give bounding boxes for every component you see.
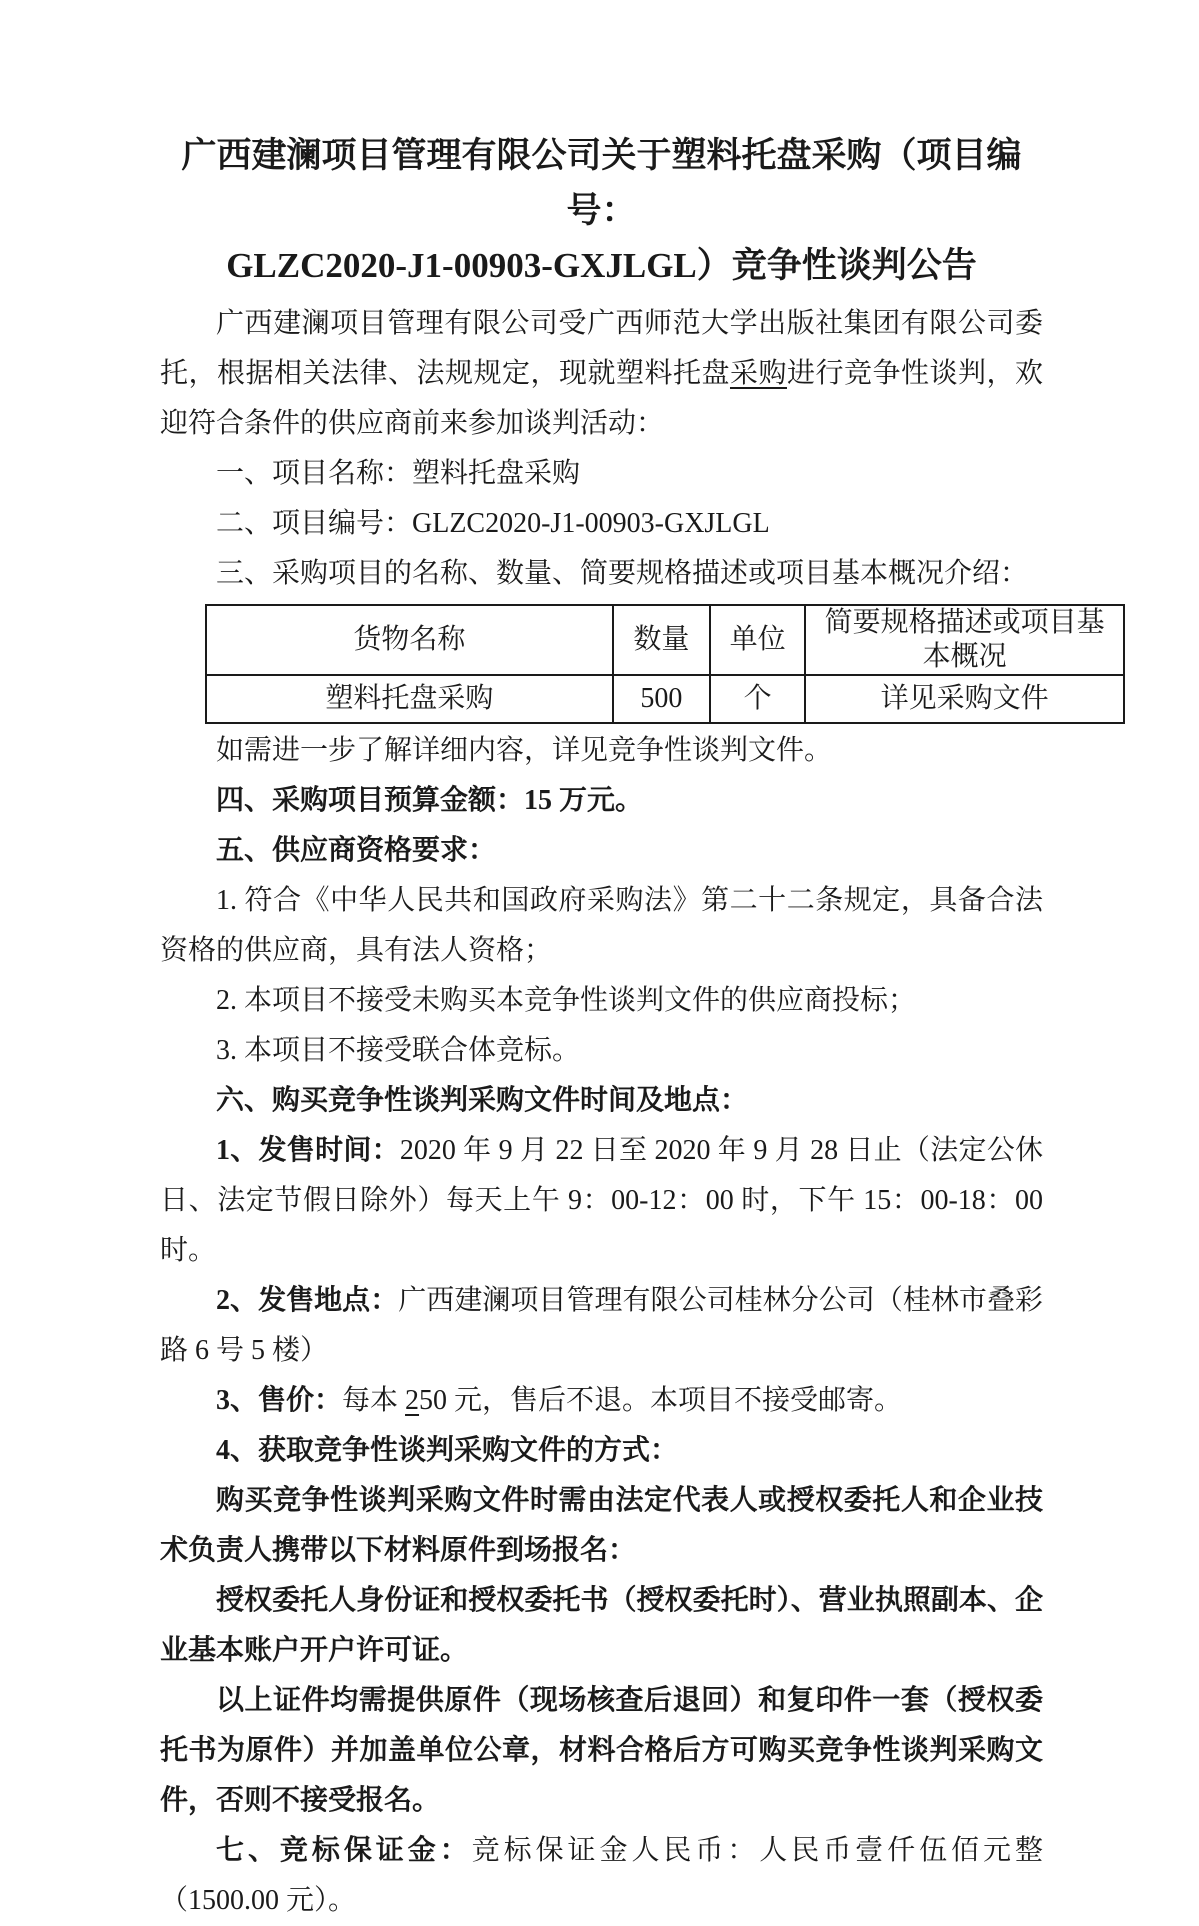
price-paragraph [160,1376,1043,1426]
section4-heading: 四、采购项目预算金额：15 万元。 [216,785,644,816]
deposit-label: 七、竞标保证金： [216,1835,472,1866]
project-number-line: 二、项目编号：GLZC2020-J1-00903-GXJLGL [216,508,770,539]
price-text-part2: 50 元，售后不退。本项目不接受邮寄。 [419,1385,903,1416]
project-name-line: 一、项目名称：塑料托盘采购 [216,458,581,489]
sale-place-text: 广西建澜项目管理有限公司桂林分公司（桂林市叠彩路 6 号 5 楼） [160,1285,1043,1366]
sale-place-paragraph [160,1276,1043,1376]
method-heading: 4、获取竞争性谈判采购文件的方式： [216,1435,679,1466]
intro-text-part2: 进行竞争性谈判，欢迎符合条件的供应商前来参加谈判活动： [160,358,1043,439]
deposit-text: 竞标保证金人民币：人民币壹仟伍佰元整（1500.00 元）。 [160,1835,1043,1916]
supplier-requirement-item-3: 3. 本项目不接受联合体竞标。 [216,1035,581,1066]
intro-paragraph [160,299,1043,449]
table-cell-goods-name: 塑料托盘采购 [206,675,613,723]
document-title-line1: 广西建澜项目管理有限公司关于塑料托盘采购（项目编号： [181,136,1022,230]
intro-underlined-term: 采购 [729,358,787,389]
table-header-spec: 简要规格描述或项目基本概况 [805,605,1124,675]
document-title-line2: GLZC2020-J1-00903-GXJLGL）竞争性谈判公告 [226,246,977,285]
deposit-paragraph [160,1826,1043,1926]
price-underlined-digit: 2 [405,1385,420,1416]
sale-time-text: 2020 年 9 月 22 日至 2020 年 9 月 28 日止（法定公休日、法定节假日除外）每天上午 9：00-12：00 时，下午 15：00-18：00 时。 [160,1135,1043,1266]
section5-heading: 五、供应商资格要求： [216,835,497,866]
table-data-row [206,675,1124,723]
table-header-quantity: 数量 [613,605,710,675]
goods-table [205,604,1125,724]
section6-heading: 六、购买竞争性谈判采购文件时间及地点： [216,1085,749,1116]
table-header-unit: 单位 [710,605,805,675]
document-title [160,128,1043,293]
supplier-requirement-item-2: 2. 本项目不接受未购买本竞争性谈判文件的供应商投标； [216,985,917,1016]
sale-place-label: 2、发售地点： [216,1285,399,1316]
section3-heading: 三、采购项目的名称、数量、简要规格描述或项目基本概况介绍： [216,558,1029,589]
sale-time-paragraph [160,1126,1043,1276]
supplier-requirement-item-1: 1. 符合《中华人民共和国政府采购法》第二十二条规定，具备合法资格的供应商，具有法人资格； [160,885,1043,966]
method-paragraph-3: 以上证件均需提供原件（现场核查后退回）和复印件一套（授权委托书为原件）并加盖单位公章，材料合格后方可购买竞争性谈判采购文件，否则不接受报名。 [160,1685,1043,1816]
price-label: 3、售价： [216,1385,343,1416]
method-paragraph-2: 授权委托人身份证和授权委托书（授权委托时）、营业执照副本、企业基本账户开户许可证。 [160,1585,1043,1666]
table-cell-quantity: 500 [613,675,710,723]
table-cell-unit: 个 [710,675,805,723]
price-text-part1: 每本 [342,1385,406,1416]
method-paragraph-1: 购买竞争性谈判采购文件时需由法定代表人或授权委托人和企业技术负责人携带以下材料原件到场报名： [160,1485,1043,1566]
sale-time-label: 1、发售时间： [216,1135,400,1166]
table-cell-spec: 详见采购文件 [805,675,1124,723]
table-header-goods-name: 货物名称 [206,605,613,675]
intro-text-part1: 广西建澜项目管理有限公司受广西师范大学出版社集团有限公司委托，根据相关法律、法规规定，现就塑料托盘 [160,308,1043,389]
table-header-row [206,605,1124,675]
table-note-line: 如需进一步了解详细内容，详见竞争性谈判文件。 [216,735,833,766]
